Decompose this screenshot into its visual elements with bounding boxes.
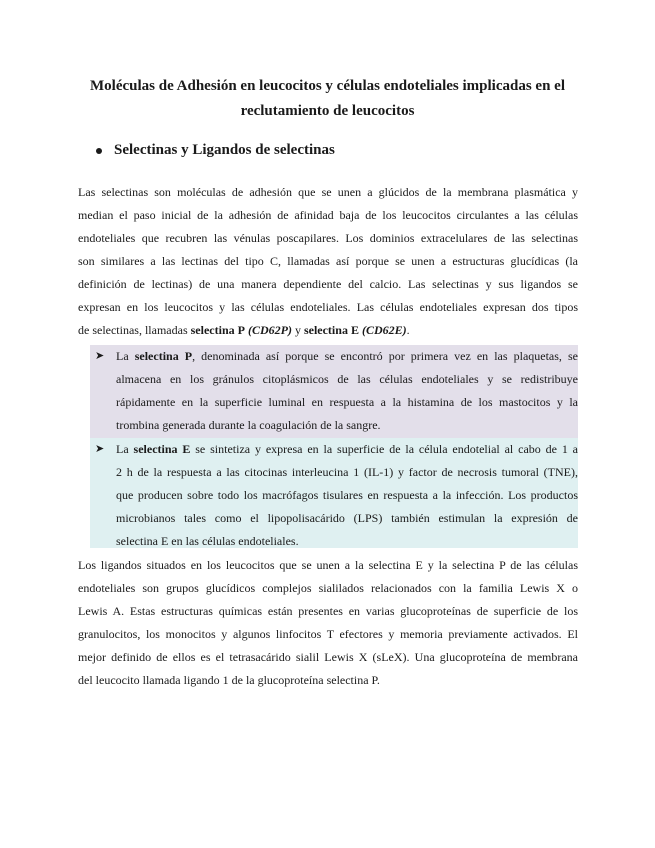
section-heading [96, 142, 335, 159]
text-run: . [406, 323, 410, 337]
paragraph-line: del leucocito llamada ligando 1 de la glucoproteína selectina P. [78, 673, 380, 687]
bullet-line [116, 438, 578, 461]
bullet-line: microbianos tales como el lipopolisacárido (LPS) también estimulan la expresión de [116, 511, 578, 525]
term-cd62p: (CD62P) [247, 323, 292, 337]
bullet-line [116, 345, 578, 368]
bullet-line: rápidamente en la superficie luminal en respuesta a la histamina de los mastocitos y la [116, 395, 578, 409]
bullet-content [116, 438, 578, 553]
paragraph-line: granulocitos, los monocitos y algunos linfocitos T efectores y memoria previamente activados. El [78, 627, 578, 641]
page-title [70, 74, 585, 124]
paragraph-1 [78, 181, 578, 342]
paragraph-line: median el paso inicial de la adhesión de afinidad baja de los leucocitos circulantes a las células [78, 208, 578, 222]
text-run: de selectinas, llamadas [78, 323, 191, 337]
bullet-line: trombina generada durante la coagulación de la sangre. [116, 418, 381, 432]
paragraph-line: son similares a las lectinas del tipo C, llamadas así porque se unen a estructuras glucídicas (la [78, 254, 578, 268]
term-selectina-p: selectina P [190, 323, 245, 337]
term-selectina-e: selectina E [133, 442, 191, 456]
arrow-bullet-icon: ➤ [95, 443, 105, 455]
text-run: La [116, 442, 134, 456]
text-run: , denominada así porque se encontró por primera vez en las plaquetas, se [192, 349, 578, 363]
text-run: y [291, 323, 304, 337]
paragraph-line: endoteliales que recubren las vénulas poscapilares. Los dominios extracelulares de las selectinas [78, 231, 578, 245]
term-selectina-p: selectina P [134, 349, 193, 363]
paragraph-line: Las selectinas son moléculas de adhesión que se unen a glúcidos de la membrana plasmática y [78, 185, 578, 199]
paragraph-line: mejor definido de ellos es el tetrasacárido sialil Lewis X (sLeX). Una glucoproteína de membrana [78, 650, 578, 664]
bullet-line: almacena en los gránulos citoplásmicos de las células endoteliales y se redistribuye [116, 372, 578, 386]
term-selectina-e: selectina E [303, 323, 359, 337]
bullet-content [116, 345, 578, 437]
bullet-line: que producen sobre todo los macrófagos tisulares en respuesta a la infección. Los productos [116, 488, 578, 502]
bullet-dot-icon [96, 148, 102, 154]
paragraph-line: Los ligandos situados en los leucocitos que se unen a la selectina E y la selectina P de las células [78, 558, 578, 572]
paragraph-line [78, 319, 578, 342]
section-heading-text: Selectinas y Ligandos de selectinas [114, 142, 335, 158]
paragraph-line: Lewis A. Estas estructuras químicas están presentes en varias glucoproteínas de superficie de los [78, 604, 578, 618]
title-line-2: reclutamiento de leucocitos [240, 103, 415, 119]
bullet-line: selectina E en las células endoteliales. [116, 534, 299, 548]
title-line-1: Moléculas de Adhesión en leucocitos y células endoteliales implicadas en el [90, 78, 565, 94]
term-cd62e: (CD62E) [361, 323, 407, 337]
paragraph-line: definición de lectinas) de una manera dependiente del calcio. Las selectinas y sus ligandos se [78, 277, 578, 291]
paragraph-line: endoteliales son grupos glucídicos complejos sialilados relacionados con la familia Lewis X o [78, 581, 578, 595]
arrow-bullet-icon: ➤ [95, 350, 105, 362]
text-run: se sintetiza y expresa en la superficie de la célula endotelial al cabo de 1 a [190, 442, 579, 456]
paragraph-line: expresan en los leucocitos y las células endoteliales. Las células endoteliales expresan dos tipos [78, 300, 578, 314]
bullet-box-selectina-e [90, 438, 578, 548]
bullet-line: 2 h de la respuesta a las citocinas interleucina 1 (IL-1) y factor de necrosis tumoral (TNE), [116, 465, 578, 479]
paragraph-2 [78, 554, 578, 692]
text-run: La [116, 349, 135, 363]
bullet-box-selectina-p [90, 345, 578, 438]
